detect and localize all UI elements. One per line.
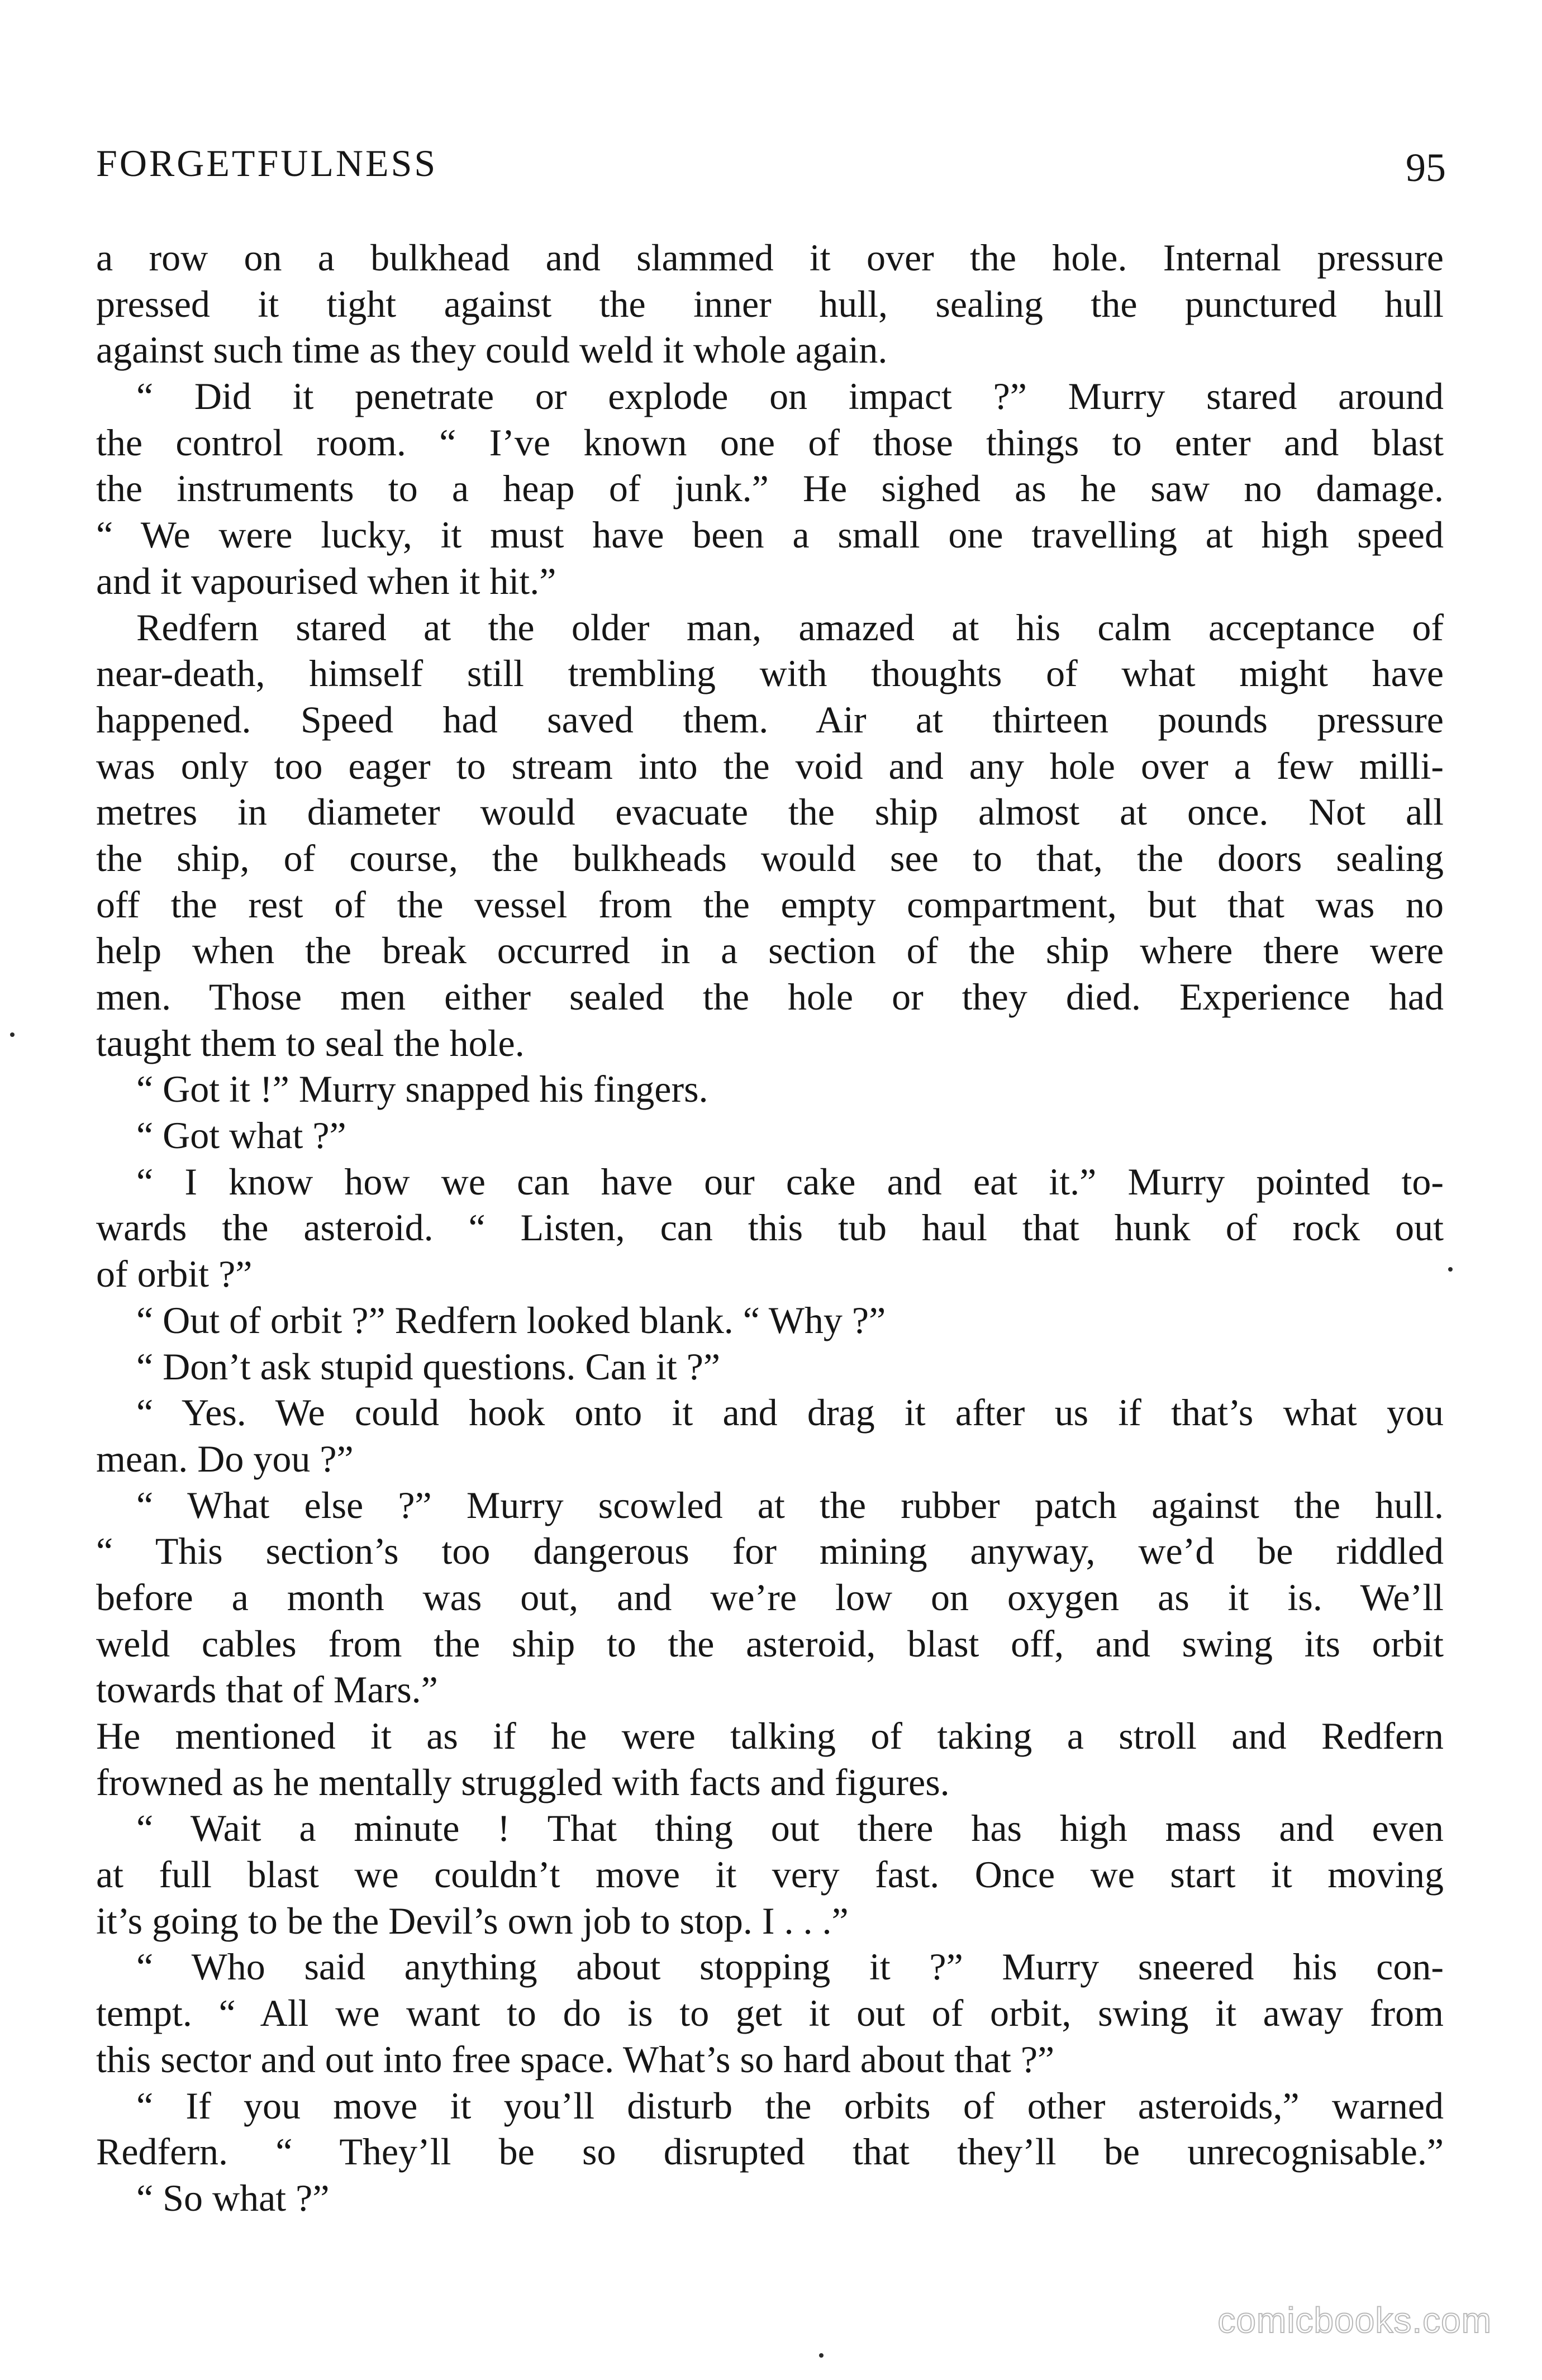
text-line: “ So what ?” [136,2176,330,2219]
print-speck [10,1032,15,1037]
running-title: FORGETFULNESS [96,142,438,184]
text-line: “ Wait a minute ! That thing out there has high mass and even [136,1807,1444,1850]
text-line: happened. Speed had saved them. Air at thirteen pounds pressure [96,698,1444,741]
body-text [96,235,1444,2221]
text-line: near-death, himself still trembling with thoughts of what might have [96,652,1444,695]
text-line: “ Who said anything about stopping it ?” Murry sneered his con- [136,1945,1444,1988]
print-speck [1448,1267,1453,1272]
text-line: mean. Do you ?” [96,1437,354,1480]
running-head [96,141,1446,202]
text-line: Redfern stared at the older man, amazed at his calm acceptance of [136,606,1444,649]
text-line: “ This section’s too dangerous for mining anyway, we’d be riddled [96,1530,1444,1573]
text-line: pressed it tight against the inner hull, sealing the punctured hull [96,282,1444,325]
text-line: “ What else ?” Murry scowled at the rubber patch against the hull. [136,1483,1444,1526]
text-line: of orbit ?” [96,1253,253,1296]
text-line: metres in diameter would evacuate the ship almost at once. Not all [96,791,1444,834]
text-line: He mentioned it as if he were talking of taking a stroll and Redfern [96,1715,1444,1757]
text-line: “ We were lucky, it must have been a small one travelling at high speed [96,513,1444,556]
text-line: before a month was out, and we’re low on oxygen as it is. We’ll [96,1575,1444,1619]
text-line: “ Yes. We could hook onto it and drag it after us if that’s what you [136,1391,1444,1434]
text-line: “ Don’t ask stupid questions. Can it ?” [136,1345,721,1388]
text-line: and it vapourised when it hit.” [96,559,556,602]
text-line: towards that of Mars.” [96,1668,438,1711]
text-line: “ I know how we can have our cake and eat it.” Murry pointed to- [136,1160,1444,1203]
text-line: it’s going to be the Devil’s own job to stop. I . . .” [96,1899,849,1942]
page-number: 95 [1406,145,1446,190]
text-line: wards the asteroid. “ Listen, can this tub haul that hunk of rock out [96,1206,1444,1249]
text-line: the control room. “ I’ve known one of those things to enter and blast [96,421,1444,464]
text-line: off the rest of the vessel from the empty compartment, but that was no [96,883,1444,926]
text-line: against such time as they could weld it whole again. [96,329,888,372]
text-line: was only too eager to stream into the void and any hole over a few milli- [96,744,1444,787]
text-line: Redfern. “ They’ll be so disrupted that they’ll be unrecognisable.” [96,2130,1444,2173]
text-line: the ship, of course, the bulkheads would see to that, the doors sealing [96,836,1444,879]
text-line: help when the break occurred in a section of the ship where there were [96,929,1444,972]
text-line: “ Did it penetrate or explode on impact ?” Murry stared around [136,375,1444,418]
text-line: taught them to seal the hole. [96,1021,525,1064]
text-line: the instruments to a heap of junk.” He sighed as he saw no damage. [96,467,1444,510]
text-line: “ Got it !” Murry snapped his fingers. [136,1068,708,1111]
text-line: tempt. “ All we want to do is to get it out of orbit, swing it away from [96,1992,1444,2035]
watermark-logo: comicbooks.com [1217,2300,1492,2340]
text-line: a row on a bulkhead and slammed it over the hole. Internal pressure [96,236,1444,279]
text-line: “ Out of orbit ?” Redfern looked blank. “ Why ?” [136,1298,886,1341]
text-line: men. Those men either sealed the hole or they died. Experience had [96,975,1444,1018]
text-line: “ If you move it you’ll disturb the orbits of other asteroids,” warned [136,2084,1444,2127]
text-line: at full blast we couldn’t move it very fast. Once we start it moving [96,1853,1444,1896]
text-line: frowned as he mentally struggled with facts and figures. [96,1760,950,1803]
text-line: weld cables from the ship to the asteroid, blast off, and swing its orbit [96,1622,1444,1665]
print-speck [819,2353,824,2358]
text-line: “ Got what ?” [136,1114,346,1157]
text-line: this sector and out into free space. What’s so hard about that ?” [96,2038,1055,2081]
